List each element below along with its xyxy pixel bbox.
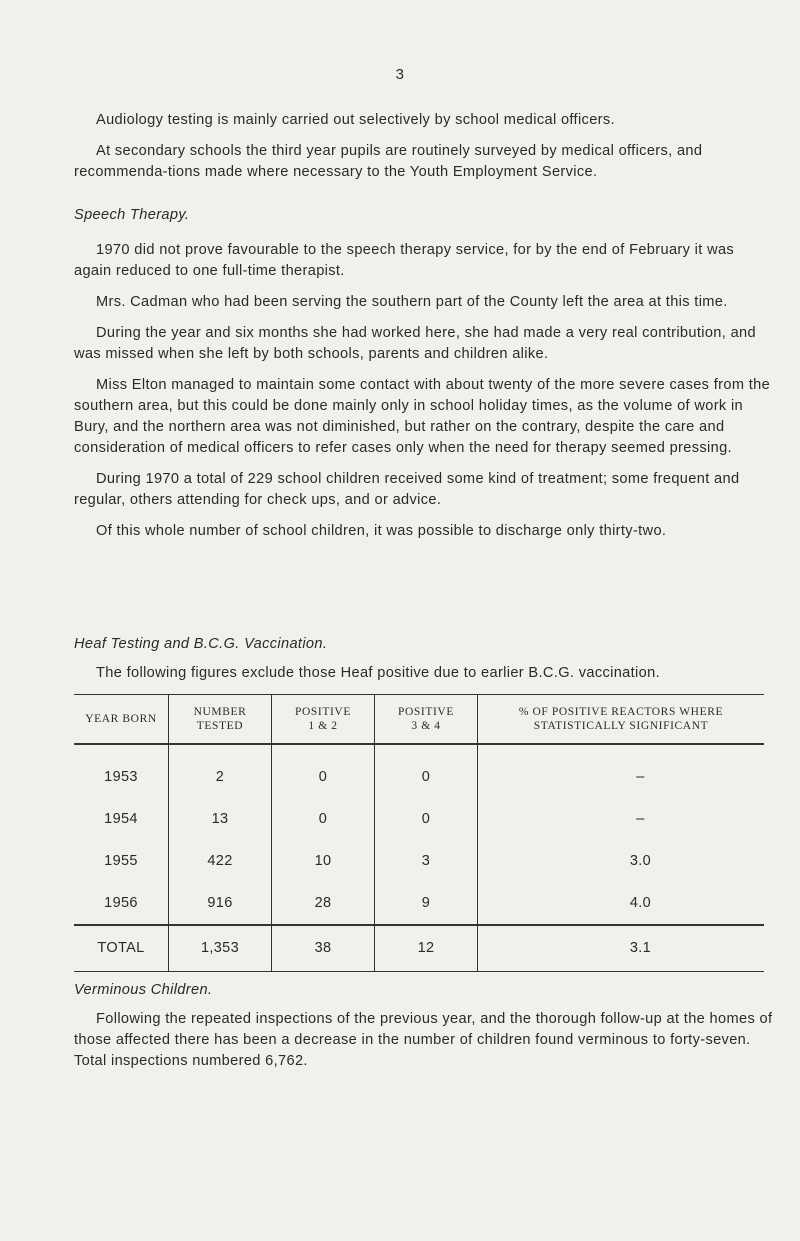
table-row — [74, 882, 764, 925]
cell-year: 1954 — [104, 810, 138, 827]
paragraph-verminous: Following the repeated inspections of the previous year, and the thorough follow-up at the homes of those affected there has been a decrease in the number of children found verminous to forty-seven. Total inspections numbered 6,762. — [74, 1011, 773, 1069]
cell-positive-3-4: 3 — [375, 840, 478, 882]
cell-percent: – — [478, 744, 765, 798]
section-heading-speech-therapy: Speech Therapy. — [74, 207, 190, 223]
header-year-born: YEAR BORN — [74, 695, 169, 745]
header-percent-significant: % OF POSITIVE REACTORS WHERE STATISTICALLY SIGNIFICANT — [478, 695, 765, 745]
cell-positive-3-4: 0 — [375, 798, 478, 840]
cell-tested: 916 — [169, 882, 272, 925]
page-number: 3 — [395, 66, 405, 83]
paragraph-speech-1: 1970 did not prove favourable to the speech therapy service, for by the end of February it was again reduced to one full-time therapist. — [74, 242, 735, 279]
header-positive-3-4: POSITIVE 3 & 4 — [375, 695, 478, 745]
cell-total-tested: 1,353 — [169, 925, 272, 972]
cell-percent: – — [478, 798, 765, 840]
cell-positive-1-2: 0 — [272, 798, 375, 840]
table-row — [74, 744, 764, 798]
header-number-tested: NUMBER TESTED — [169, 695, 272, 745]
paragraph-heaf-intro: The following figures exclude those Heaf positive due to earlier B.C.G. vaccination. — [96, 665, 660, 681]
cell-positive-3-4: 0 — [375, 744, 478, 798]
header-positive-1-2: POSITIVE 1 & 2 — [272, 695, 375, 745]
cell-positive-1-2: 28 — [272, 882, 375, 925]
section-heading-heaf-testing: Heaf Testing and B.C.G. Vaccination. — [74, 636, 328, 652]
paragraph-speech-2: Mrs. Cadman who had been serving the southern part of the County left the area at this time. — [96, 294, 728, 310]
cell-total-label: TOTAL — [74, 925, 169, 972]
table-row — [74, 798, 764, 840]
cell-positive-1-2: 10 — [272, 840, 375, 882]
table-row — [74, 840, 764, 882]
cell-year: 1956 — [104, 894, 138, 911]
page-content — [74, 110, 774, 1082]
paragraph-speech-5: During 1970 a total of 229 school children received some kind of treatment; some frequent and regular, others attending for check ups, and or advice. — [74, 471, 740, 508]
cell-total-percent: 3.1 — [478, 925, 765, 972]
paragraph-secondary-schools: At secondary schools the third year pupils are routinely surveyed by medical officers, and recommenda-tions made where necessary to the Youth Employment Service. — [74, 143, 703, 180]
table-header-row — [74, 695, 764, 745]
cell-percent: 4.0 — [478, 882, 765, 925]
cell-total-positive-1-2: 38 — [272, 925, 375, 972]
cell-tested: 422 — [169, 840, 272, 882]
paragraph-speech-3: During the year and six months she had worked here, she had made a very real contribution, and was missed when she left by both schools, parents and children alike. — [74, 325, 756, 362]
cell-tested: 13 — [169, 798, 272, 840]
heaf-table — [74, 694, 764, 972]
cell-total-positive-3-4: 12 — [375, 925, 478, 972]
paragraph-audiology: Audiology testing is mainly carried out selectively by school medical officers. — [96, 112, 615, 128]
cell-positive-3-4: 9 — [375, 882, 478, 925]
cell-positive-1-2: 0 — [272, 744, 375, 798]
section-heading-verminous-children: Verminous Children. — [74, 982, 213, 998]
cell-percent: 3.0 — [478, 840, 765, 882]
table-total-row — [74, 925, 764, 972]
cell-year: 1953 — [104, 768, 138, 785]
paragraph-speech-6: Of this whole number of school children, it was possible to discharge only thirty-two. — [96, 523, 667, 539]
paragraph-speech-4: Miss Elton managed to maintain some contact with about twenty of the more severe cases from the southern area, but this could be done mainly only in school holiday times, as the volume of work in Bury, and the northern area was not diminished, but rather on the contrary, despite the care and consideration of medical officers to refer cases only when the need for therapy seemed pressing. — [74, 377, 771, 456]
cell-year: 1955 — [104, 852, 138, 869]
cell-tested: 2 — [169, 744, 272, 798]
